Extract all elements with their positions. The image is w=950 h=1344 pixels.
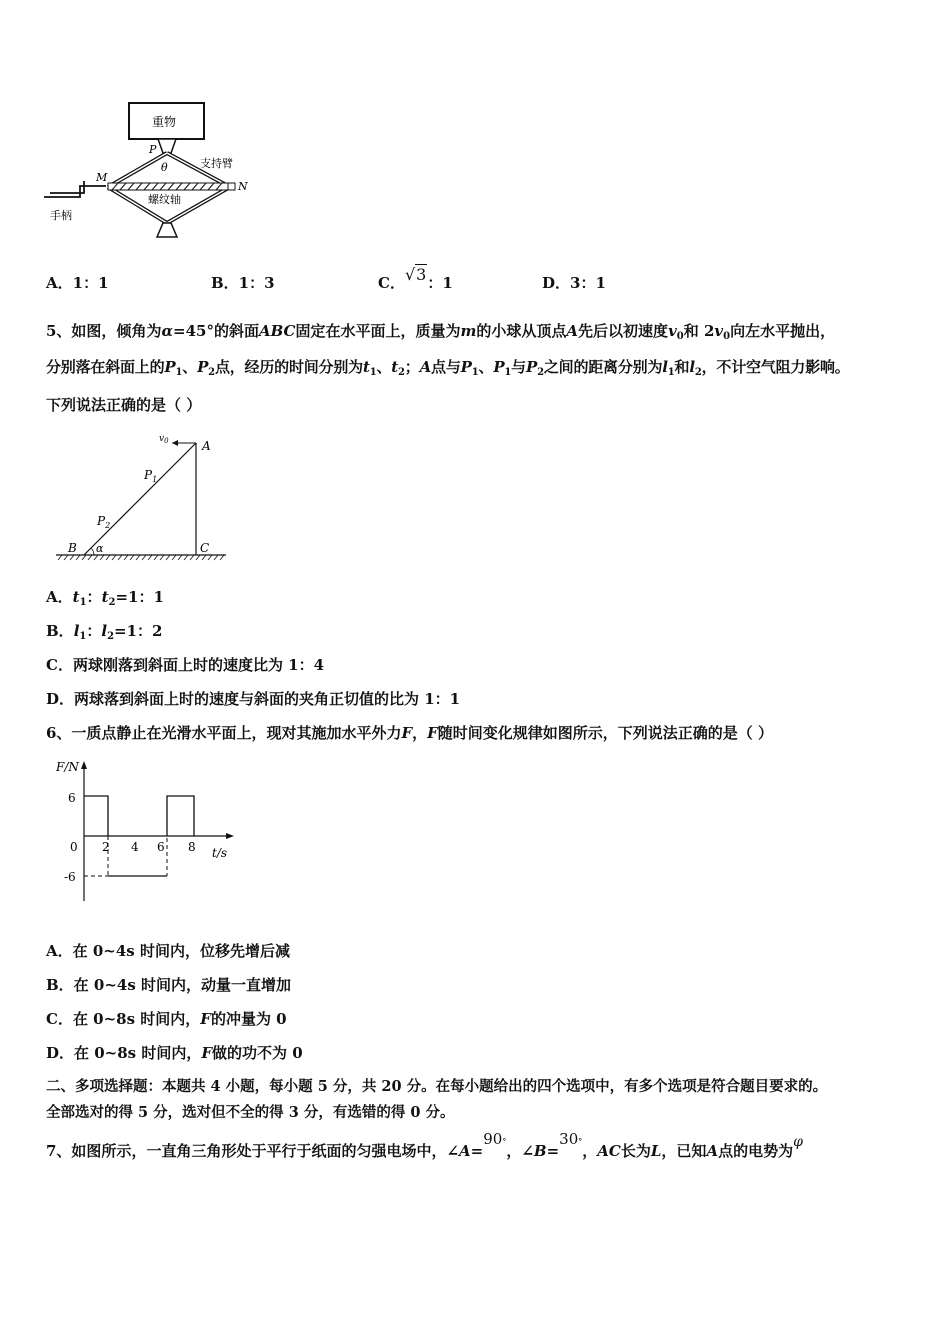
y-axis-label: F/N [56, 760, 79, 774]
handle-label: 手柄 [50, 209, 72, 222]
q5-option-b[interactable]: B．$l_1$：$l_2=1$：2 [46, 622, 163, 642]
q6-option-b[interactable]: B．在 0~4s 时间内，动量一直增加 [46, 976, 292, 994]
point-a-label: A [202, 439, 211, 453]
section-2-heading-line-2: 全部选对的得 5 分，选对但不全的得 3 分，有选错的得 0 分。 [46, 1104, 455, 1121]
xtick-8: 8 [188, 840, 196, 854]
q4-option-b[interactable]: B．1：3 [211, 274, 275, 292]
q5-stem-line-3: 下列说法正确的是（ ） [46, 396, 202, 414]
q4-option-c[interactable] [378, 265, 453, 293]
q6-option-c[interactable]: C．在 0~8s 时间内，F的冲量为 0 [46, 1010, 287, 1028]
q4-option-d[interactable]: D．3：1 [542, 274, 606, 292]
q5-option-d[interactable]: D．两球落到斜面上时的速度与斜面的夹角正切值的比为 1：1 [46, 690, 461, 708]
x-axis-label: t/s [212, 846, 228, 860]
xtick-4: 4 [131, 840, 139, 854]
angle-arc [91, 548, 94, 555]
alpha-label: α [96, 542, 104, 555]
force-time-graph [50, 755, 250, 910]
point-p1-label: $P_1$ [144, 468, 158, 484]
base-pad [157, 223, 177, 237]
q6-stem: 6、一质点静止在光滑水平面上，现对其施加水平外力F，F随时间变化规律如图所示，下列说法正确的是（ ） [46, 724, 774, 742]
incline-figure [50, 430, 240, 565]
point-b-label: B [68, 541, 77, 555]
point-p-label: P [149, 143, 157, 156]
q4-option-a[interactable]: A．1：1 [46, 274, 109, 292]
incline-slope [84, 443, 196, 555]
y-axis-arrow [81, 761, 87, 769]
q5-option-a[interactable]: A．$t_1$：$t_2=1$：1 [46, 588, 164, 608]
x-axis-arrow [226, 833, 234, 839]
angle-theta-label: θ [161, 161, 168, 174]
screw-label: 螺纹轴 [148, 193, 181, 206]
section-2-heading-line-1: 二、多项选择题：本题共 4 小题，每小题 5 分，共 20 分。在每小题给出的四个选项中，有多个选项是符合题目要求的。 [46, 1078, 828, 1095]
point-m-label: M [96, 171, 108, 184]
weight-label: 重物 [152, 115, 177, 129]
ytick-neg6: -6 [64, 870, 76, 884]
scissor-jack-figure [40, 95, 270, 245]
q4-option-c-prefix: C． [378, 274, 405, 292]
force-segment-0-2 [84, 796, 108, 836]
point-c-label: C [200, 541, 210, 555]
q6-option-a[interactable]: A．在 0~4s 时间内，位移先增后减 [46, 942, 290, 960]
q4-option-c-suffix: ：1 [427, 274, 453, 292]
q5-stem-line-2: 分别落在斜面上的$P_1$、$P_2$点，经历的时间分别为$t_1$、$t_2$；A点与$P_1$、$P_1$与$P_2$之间的距离分别为$l_1$和$l_2$，不计空气阻力影响。 [46, 358, 850, 378]
sqrt-three: √3 [404, 265, 427, 284]
q7-stem: 7、如图所示，一直角三角形处于平行于纸面的匀强电场中，∠A=90°，∠B=30°，AC长为L，已知A点的电势为φ [46, 1130, 803, 1160]
ytick-6: 6 [68, 791, 76, 805]
point-p2-label: $P_2$ [97, 514, 111, 530]
q6-option-d[interactable]: D．在 0~8s 时间内，F做的功不为 0 [46, 1044, 303, 1062]
v0-arrowhead [172, 440, 178, 446]
q5-option-c[interactable]: C．两球刚落到斜面上时的速度比为 1：4 [46, 656, 325, 674]
origin-label: 0 [70, 840, 78, 854]
ground-hatch [58, 555, 224, 560]
nut-n [228, 183, 235, 190]
point-n-label: N [238, 180, 248, 193]
force-segment-6-8 [167, 796, 194, 836]
support-arm-label: 支持臂 [200, 157, 233, 170]
v0-label: $v_0$ [159, 434, 169, 445]
xtick-6: 6 [157, 840, 165, 854]
q5-stem-line-1: 5、如图，倾角为α=45°的斜面ABC固定在水平面上，质量为m的小球从顶点A先后以初速度$v_0$和 $2v_0$向左水平抛出， [46, 322, 836, 342]
xtick-2: 2 [102, 840, 110, 854]
top-pad [158, 139, 176, 153]
